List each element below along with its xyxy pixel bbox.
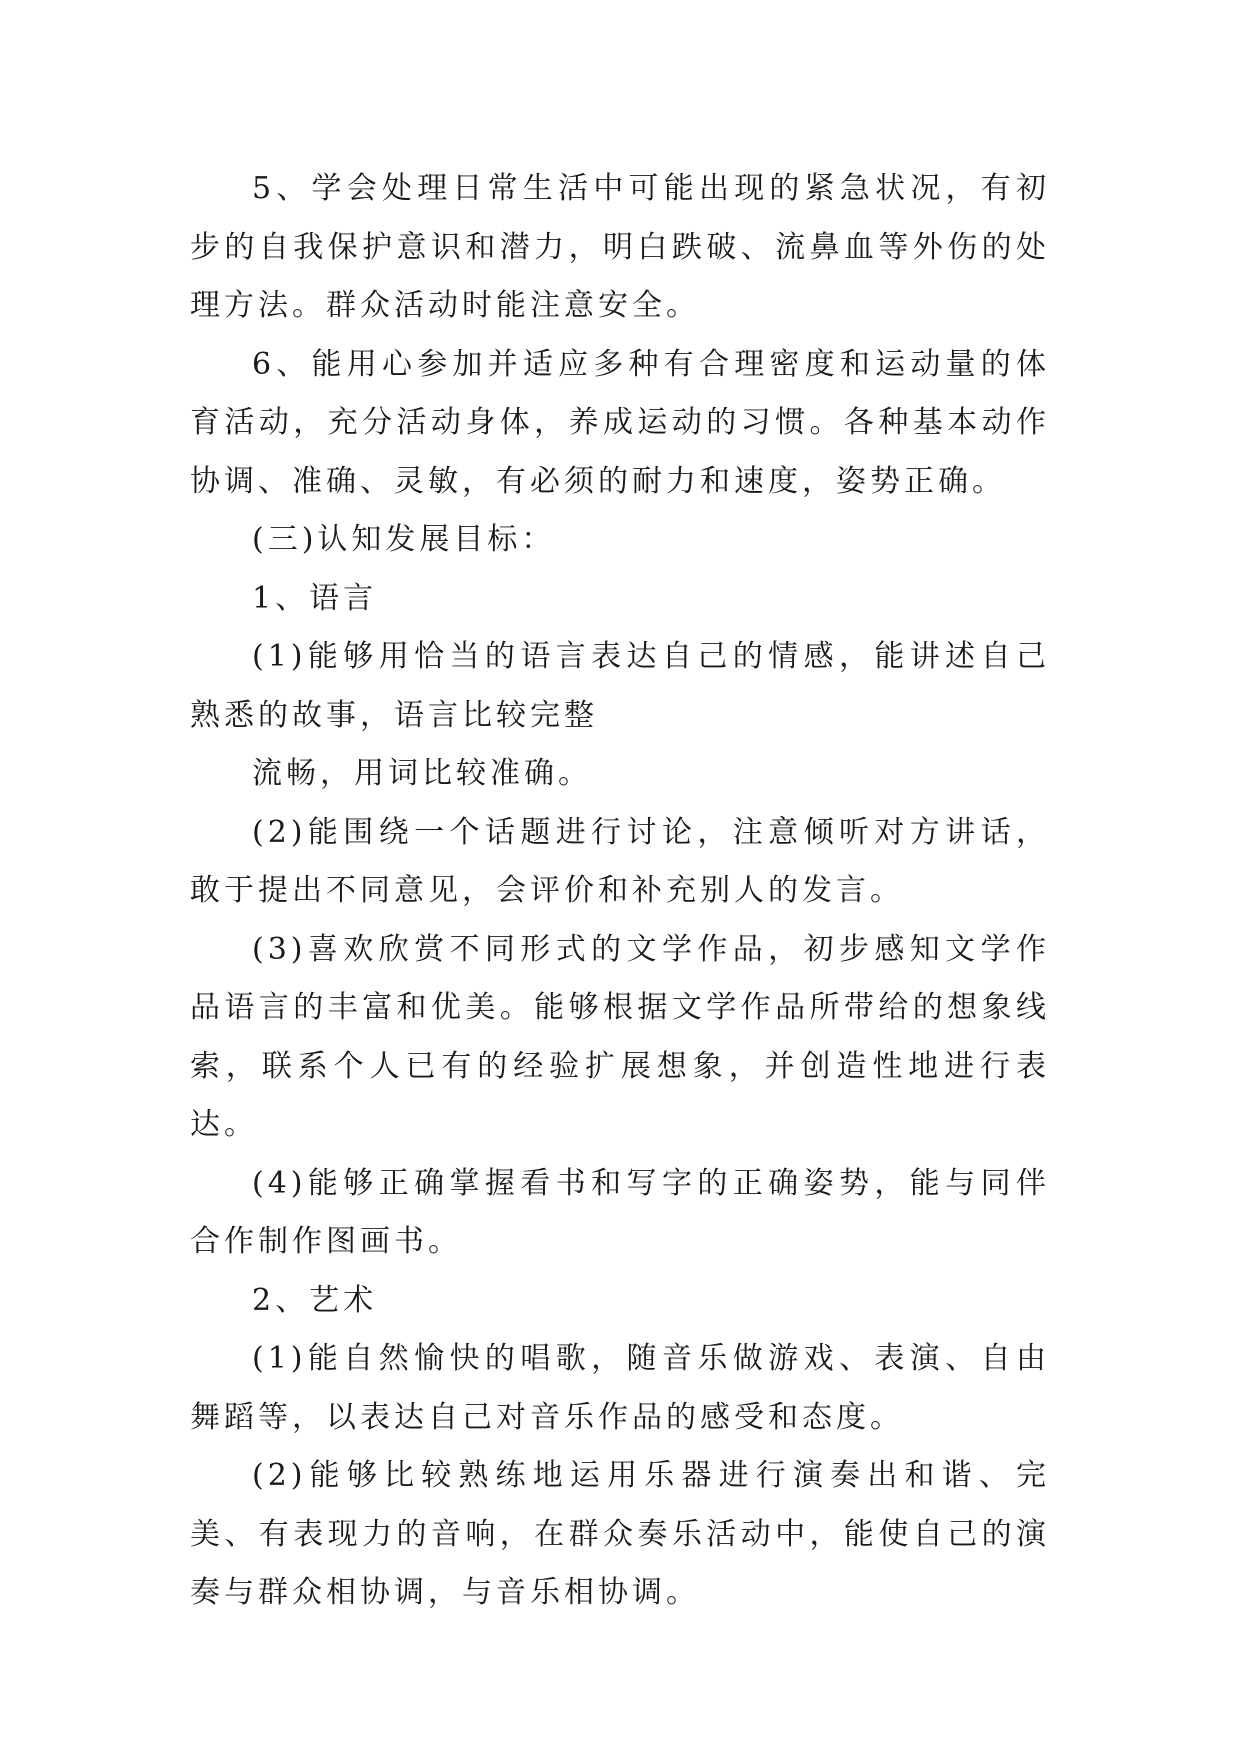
paragraph-art-2: (2)能够比较熟练地运用乐器进行演奏出和谐、完美、有表现力的音响，在群众奏乐活动中，能使自己的演奏与群众相协调，与音乐相协调。	[190, 1458, 1050, 1610]
subheading-art: 2、艺术	[252, 1282, 378, 1318]
section-heading-cognitive-goals: (三)认知发展目标：	[252, 522, 556, 557]
subheading-language: 1、语言	[252, 580, 378, 616]
paragraph-language-3: (3)喜欢欣赏不同形式的文学作品，初步感知文学作品语言的丰富和优美。能够根据文学作品所带给的想象线索，联系个人已有的经验扩展想象，并创造性地进行表达。	[190, 931, 1050, 1142]
paragraph-6-sports: 6、能用心参加并适应多种有合理密度和运动量的体育活动，充分活动身体，养成运动的习惯。各种基本动作协调、准确、灵敏，有必须的耐力和速度，姿势正确。	[190, 346, 1050, 499]
paragraph-art-1: (1)能自然愉快的唱歌，随音乐做游戏、表演、自由舞蹈等，以表达自己对音乐作品的感受和态度。	[190, 1341, 1050, 1435]
document-body	[190, 160, 1050, 1623]
paragraph-language-2: (2)能围绕一个话题进行讨论，注意倾听对方讲话，敢于提出不同意见，会评价和补充别人的发言。	[190, 814, 1050, 908]
paragraph-5-safety: 5、学会处理日常生活中可能出现的紧急状况，有初步的自我保护意识和潜力，明白跌破、流鼻血等外伤的处理方法。群众活动时能注意安全。	[190, 171, 1050, 323]
paragraph-language-1: (1)能够用恰当的语言表达自己的情感，能讲述自己熟悉的故事，语言比较完整	[190, 639, 1050, 733]
paragraph-language-1-cont: 流畅，用词比较准确。	[252, 756, 592, 791]
paragraph-language-4: (4)能够正确掌握看书和写字的正确姿势，能与同伴合作制作图画书。	[190, 1165, 1050, 1259]
